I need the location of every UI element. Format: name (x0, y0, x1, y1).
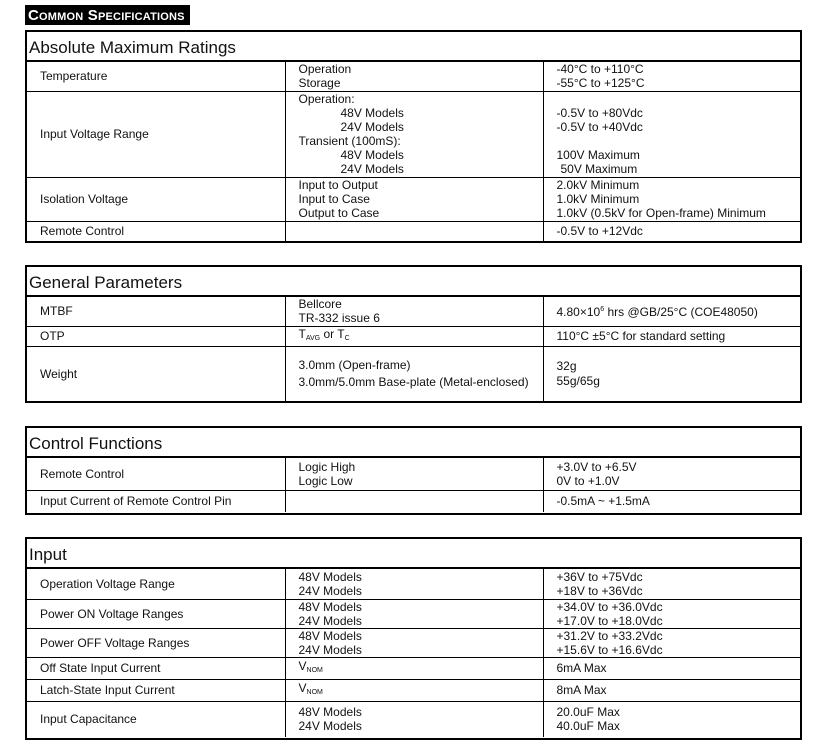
value-cell (543, 679, 800, 701)
condition-cell (285, 569, 543, 599)
condition-text: V (298, 658, 307, 673)
condition-cell (285, 701, 543, 737)
condition-text: Logic Low (298, 473, 353, 488)
condition-text: 24V Models (298, 642, 362, 657)
condition-text: Operation (298, 62, 352, 77)
condition-cell (285, 326, 543, 346)
value-text: +34.0V to +36.0Vdc (556, 599, 663, 614)
condition-cell (285, 490, 543, 512)
value-text: 6mA Max (556, 661, 607, 675)
subscript: NOM (306, 666, 323, 674)
value-text: +17.0V to +18.0Vdc (556, 613, 663, 628)
condition-text: Transient (100mS): (298, 134, 401, 148)
table-row (27, 569, 800, 599)
subscript: AVG (305, 334, 321, 342)
section-title: Control Functions (27, 428, 800, 458)
value-cell (543, 346, 800, 402)
condition-text: Input to Output (298, 178, 378, 192)
value-cell (543, 91, 800, 177)
value-text: +15.6V to +16.6Vdc (556, 642, 663, 657)
param-remote-control: Remote Control (27, 458, 285, 490)
condition-text: 48V Models (298, 599, 362, 614)
condition-text: T (298, 326, 306, 341)
table-row (27, 628, 800, 657)
spec-table (27, 569, 800, 737)
document-title: Common Specifications (25, 5, 190, 25)
condition-cell (285, 346, 543, 402)
condition-cell (285, 297, 543, 326)
condition-cell (285, 657, 543, 679)
value-text: 2.0kV Minimum (556, 178, 640, 192)
condition-text: 24V Models (340, 120, 404, 134)
value-text: 32g (556, 359, 577, 374)
table-row (27, 62, 800, 91)
value-text: 40.0uF Max (556, 719, 620, 734)
table-row (27, 679, 800, 701)
condition-cell (285, 91, 543, 177)
condition-text: 48V Models (298, 569, 362, 584)
section-control-functions (25, 426, 802, 515)
table-row (27, 221, 800, 241)
condition-text: Bellcore (298, 297, 342, 312)
param-otp: OTP (27, 326, 285, 346)
value-text: 110°C ±5°C for standard setting (556, 329, 726, 343)
table-row (27, 346, 800, 402)
value-text: -55°C to +125°C (556, 76, 645, 91)
value-text: +18V to +36Vdc (556, 583, 643, 598)
condition-text: 48V Models (298, 705, 362, 720)
condition-cell (285, 221, 543, 241)
table-row (27, 657, 800, 679)
table-row (27, 177, 800, 221)
value-text: -0.5mA ~ +1.5mA (556, 494, 650, 509)
table-row (27, 490, 800, 512)
condition-text: 24V Models (340, 162, 404, 176)
section-general-parameters (25, 265, 802, 403)
value-text (557, 134, 801, 148)
condition-cell (285, 458, 543, 490)
param-latch-state-input-current: Latch-State Input Current (27, 679, 285, 701)
value-cell (543, 490, 800, 512)
value-text: 50V Maximum (560, 162, 638, 176)
table-row (27, 297, 800, 326)
condition-cell (285, 599, 543, 628)
condition-text: TR-332 issue 6 (298, 311, 380, 326)
condition-text: Operation: (298, 92, 355, 106)
condition-cell (285, 679, 543, 701)
param-isolation-voltage: Isolation Voltage (27, 177, 285, 221)
condition-text: Input to Case (298, 192, 370, 206)
param-temperature: Temperature (27, 62, 285, 91)
table-row (27, 701, 800, 737)
table-row (27, 599, 800, 628)
param-remote-pin-current: Input Current of Remote Control Pin (27, 490, 285, 512)
value-cell (543, 458, 800, 490)
value-text: 55g/65g (556, 374, 600, 389)
table-row (27, 458, 800, 490)
value-text: -0.5V to +80Vdc (556, 106, 643, 120)
condition-text: 3.0mm (Open-frame) (298, 358, 411, 373)
value-cell (543, 326, 800, 346)
spec-table (27, 62, 800, 241)
condition-text: or T (320, 326, 345, 341)
value-cell (543, 297, 800, 326)
condition-text: Output to Case (298, 206, 380, 220)
condition-text: 3.0mm/5.0mm Base-plate (Metal-enclosed) (298, 375, 529, 390)
section-title: General Parameters (27, 267, 800, 297)
table-row (27, 326, 800, 346)
condition-text: 24V Models (298, 719, 362, 734)
param-mtbf: MTBF (27, 297, 285, 326)
value-cell (543, 177, 800, 221)
value-text: 1.0kV Minimum (556, 192, 640, 206)
condition-cell (285, 62, 543, 91)
spec-table (27, 297, 800, 402)
condition-text: Storage (298, 76, 341, 91)
condition-text: 48V Models (340, 148, 404, 162)
value-text: +31.2V to +33.2Vdc (556, 628, 663, 643)
condition-text: Logic High (298, 459, 356, 474)
param-power-off-voltage-ranges: Power OFF Voltage Ranges (27, 628, 285, 657)
condition-text: 48V Models (340, 106, 404, 120)
value-cell (543, 221, 800, 241)
value-text: -0.5V to +40Vdc (556, 120, 643, 134)
condition-text: 24V Models (298, 613, 362, 628)
param-weight: Weight (27, 346, 285, 402)
value-cell (543, 628, 800, 657)
section-title: Absolute Maximum Ratings (27, 32, 800, 62)
condition-text: 48V Models (298, 628, 362, 643)
condition-text: V (298, 680, 307, 695)
exponent: 6 (600, 306, 605, 314)
value-text: hrs @GB/25°C (COE48050) (604, 305, 758, 320)
value-cell (543, 599, 800, 628)
param-operation-voltage-range: Operation Voltage Range (27, 569, 285, 599)
condition-cell (285, 628, 543, 657)
value-text: 1.0kV (0.5kV for Open-frame) Minimum (556, 206, 766, 220)
value-text: 20.0uF Max (556, 705, 620, 720)
param-remote-control: Remote Control (27, 221, 285, 241)
param-input-capacitance: Input Capacitance (27, 701, 285, 737)
param-off-state-input-current: Off State Input Current (27, 657, 285, 679)
section-title: Input (27, 539, 800, 569)
value-cell (543, 569, 800, 599)
value-text: 8mA Max (556, 683, 607, 697)
spec-table (27, 458, 800, 512)
subscript: C (344, 334, 350, 342)
value-cell (543, 62, 800, 91)
table-row (27, 91, 800, 177)
condition-cell (285, 177, 543, 221)
value-text (557, 92, 801, 106)
condition-text: 24V Models (298, 583, 362, 598)
param-input-voltage-range: Input Voltage Range (27, 91, 285, 177)
value-text: +3.0V to +6.5V (556, 459, 637, 474)
value-text: -0.5V to +12Vdc (556, 224, 643, 239)
subscript: NOM (306, 688, 323, 696)
value-cell (543, 701, 800, 737)
value-text: -40°C to +110°C (556, 62, 644, 77)
section-absolute-maximum-ratings (25, 30, 802, 243)
section-input (25, 537, 802, 740)
value-text: +36V to +75Vdc (556, 569, 643, 584)
value-text: 0V to +1.0V (556, 473, 620, 488)
value-cell (543, 657, 800, 679)
value-text: 100V Maximum (556, 148, 640, 162)
param-power-on-voltage-ranges: Power ON Voltage Ranges (27, 599, 285, 628)
value-text: 4.80×10 (556, 305, 601, 320)
